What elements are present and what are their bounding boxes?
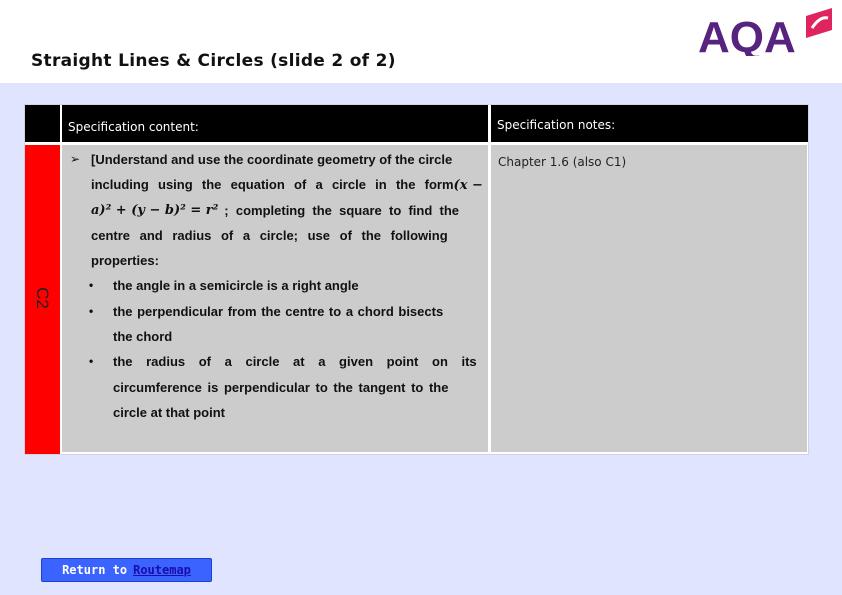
sub-bullet-continuation: circle at that point: [113, 404, 225, 420]
return-label: Return to: [62, 563, 128, 577]
row-label: C2: [33, 287, 52, 309]
content-line: centre and radius of a circle; use of the following: [91, 227, 448, 243]
content-line: including using the equation of a circle in the form(x −: [91, 177, 483, 194]
sub-bullet: • the perpendicular from the centre to a chord bisects: [89, 303, 444, 319]
sub-bullet-continuation: circumference is perpendicular to the tangent to the: [113, 379, 449, 395]
content-line: a)² + (y − b)² = r² ; completing the square to find the: [91, 198, 483, 223]
equation-part: (x −: [453, 178, 483, 194]
notes-cell: [491, 145, 807, 452]
aqa-logo-text: AQA: [698, 13, 796, 56]
sub-bullet: • the radius of a circle at a given point on its: [89, 354, 477, 370]
specification-table: [24, 104, 809, 455]
routemap-link[interactable]: Routemap: [133, 563, 191, 577]
header-corner-cell: [25, 105, 60, 142]
content-cell: [62, 145, 488, 452]
sub-bullet-continuation: the chord: [113, 329, 173, 345]
content-line: [Understand and use the coordinate geometry of the circle: [91, 152, 453, 167]
bullet-arrow-icon: ➢: [70, 152, 81, 166]
header-content-label: Specification content:: [68, 120, 199, 134]
sub-bullet: • the angle in a semicircle is a right angle: [89, 278, 359, 294]
return-to-routemap-button[interactable]: [41, 558, 212, 582]
aqa-logo: [698, 8, 834, 56]
circle-equation: a)² + (y − b)² = r²: [91, 202, 219, 218]
header-content-cell: [62, 105, 488, 142]
slide-header: [0, 0, 842, 83]
notes-text: Chapter 1.6 (also C1): [498, 155, 627, 169]
row-label-strip: [25, 145, 60, 454]
slide-title: Straight Lines & Circles (slide 2 of 2): [31, 51, 396, 71]
header-notes-cell: [491, 105, 808, 142]
content-text: [91, 147, 483, 425]
logo-flag-icon: [806, 8, 832, 38]
header-notes-label: Specification notes:: [497, 118, 616, 132]
content-line: properties:: [91, 253, 159, 269]
